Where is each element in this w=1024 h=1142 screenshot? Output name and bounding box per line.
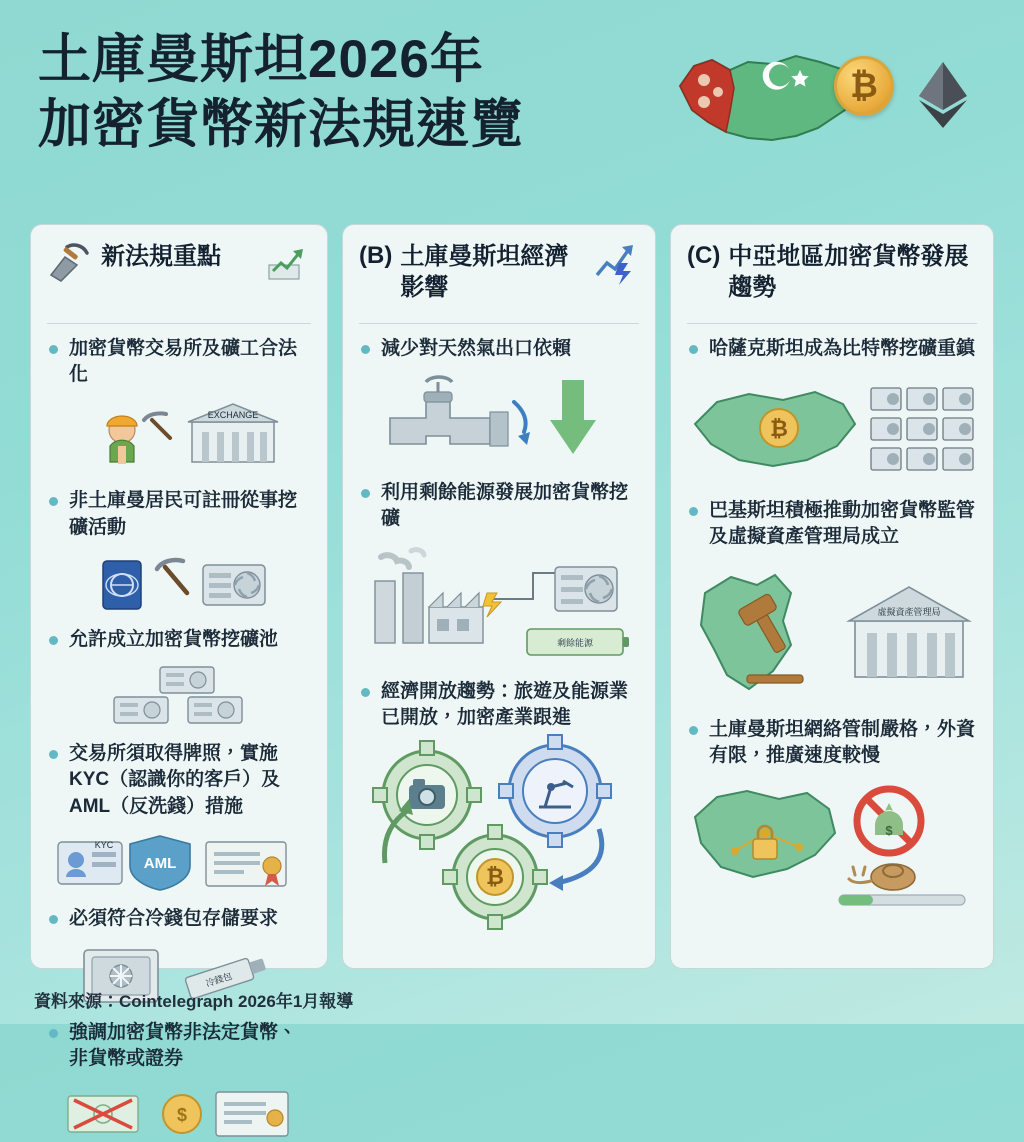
column-a-header [47,241,311,317]
column-a-bullets-4 [47,741,311,820]
column-a-bullets-6 [47,1020,311,1072]
pakistan-regulator-icon [687,563,977,703]
btc-symbol: ₿ [770,416,788,442]
page-title-line-2: 加密貨幣新法規速覽 [38,94,524,154]
list-item: 交易所須取得牌照，實施KYC（認識你的客戶）及AML（反洗錢）措施 [47,741,311,820]
list-item: 經濟開放趨勢：旅遊及能源業已開放，加密產業跟進 [359,679,639,731]
list-item: 減少對天然氣出口依賴 [359,336,639,362]
list-item: 利用剩餘能源發展加密貨幣挖礦 [359,480,639,532]
aml-label: AML [143,854,177,872]
column-a-bullets-3 [47,627,311,653]
page-title-line-1: 土庫曼斯坦2026年 [38,30,484,89]
column-a-art-not-legal-tender [47,1084,311,1142]
column-a-bullets-1 [47,336,311,388]
banknote-coin-certificate-icon [64,1084,294,1142]
surplus-energy-label: 剩餘能源 [556,637,594,648]
column-b-art-gears [359,743,639,923]
kyc-label: KYC [94,839,114,850]
network-control-slow-icon [687,781,977,911]
list-item: 哈薩克斯坦成為比特幣挖礦重鎮 [687,336,977,362]
column-a-art-kyc-aml [47,832,311,892]
divider [47,323,311,324]
mining-pool-rigs-icon [104,665,254,727]
list-item: 強調加密貨幣非法定貨幣、非貨幣或證券 [47,1020,311,1072]
factory-to-miner-energy-icon [359,545,639,665]
list-item: 必須符合冷錢包存儲要求 [47,906,311,932]
column-c-art-turkmenistan-restrictions [687,781,977,911]
column-b-letter: (B) [359,242,393,269]
gas-valve-down-arrow-icon [384,374,614,466]
column-b-bullets-2 [359,480,639,532]
column-a-bullets-5 [47,906,311,932]
bitcoin-coin-icon: ₿ [834,56,894,116]
column-economic-impact [342,224,656,969]
exchange-label: EXCHANGE [207,410,259,421]
column-c-header [687,241,977,317]
column-c-bullets-1 [687,336,977,362]
column-c-letter: (C) [687,242,721,269]
passport-pickaxe-rig-icon [79,553,279,613]
column-c-bullets-3 [687,717,977,769]
kazakhstan-mining-farm-icon [687,374,977,484]
column-a-title: 新法規重點 [101,243,221,270]
column-c-bullets-2 [687,498,977,550]
divider [687,323,977,324]
column-a-art-mining-pool [47,665,311,727]
column-b-art-gas-pipe [359,374,639,466]
column-c-title: 中亞地區加密貨幣發展趨勢 [728,243,969,302]
column-a-art-passport [47,553,311,613]
column-central-asia-trends [670,224,994,969]
list-item: 非土庫曼居民可註冊從事挖礦活動 [47,488,311,540]
ethereum-coin-icon [912,60,974,130]
page-header [38,28,658,157]
list-item: 允許成立加密貨幣挖礦池 [47,627,311,653]
column-a-art-exchange [47,400,311,474]
growth-arrow-lightning-icon [593,241,639,283]
source-footer: 資料來源：Cointelegraph 2026年1月報導 [34,992,354,1011]
column-b-header [359,241,639,317]
mining-pickaxe-icon [47,241,93,283]
list-item: 土庫曼斯坦網絡管制嚴格，外資有限，推廣速度較慢 [687,717,977,769]
column-c-art-kazakhstan [687,374,977,484]
list-item: 巴基斯坦積極推動加密貨幣監管及虛擬資產管理局成立 [687,498,977,550]
header-artwork [668,26,998,176]
column-b-bullets-1 [359,336,639,362]
list-item: 加密貨幣交易所及礦工合法化 [47,336,311,388]
miner-and-exchange-icon [74,400,284,474]
btc-gear-symbol: ₿ [486,864,504,890]
column-c-art-pakistan [687,563,977,703]
column-b-title: 土庫曼斯坦經濟影響 [400,243,569,302]
dollar-symbol: $ [176,1105,188,1126]
cold-wallet-label: 冷錢包 [204,970,234,989]
divider [359,323,639,324]
growth-chart-icon [265,241,311,283]
column-b-art-factory-energy [359,545,639,665]
column-a-bullets-2 [47,488,311,540]
column-b-bullets-3 [359,679,639,731]
tourism-energy-crypto-gears-icon [359,743,639,923]
money-bag-symbol: $ [885,823,893,839]
regulator-label: 虛擬資產管理局 [877,606,941,617]
kyc-aml-license-icon [54,832,304,892]
